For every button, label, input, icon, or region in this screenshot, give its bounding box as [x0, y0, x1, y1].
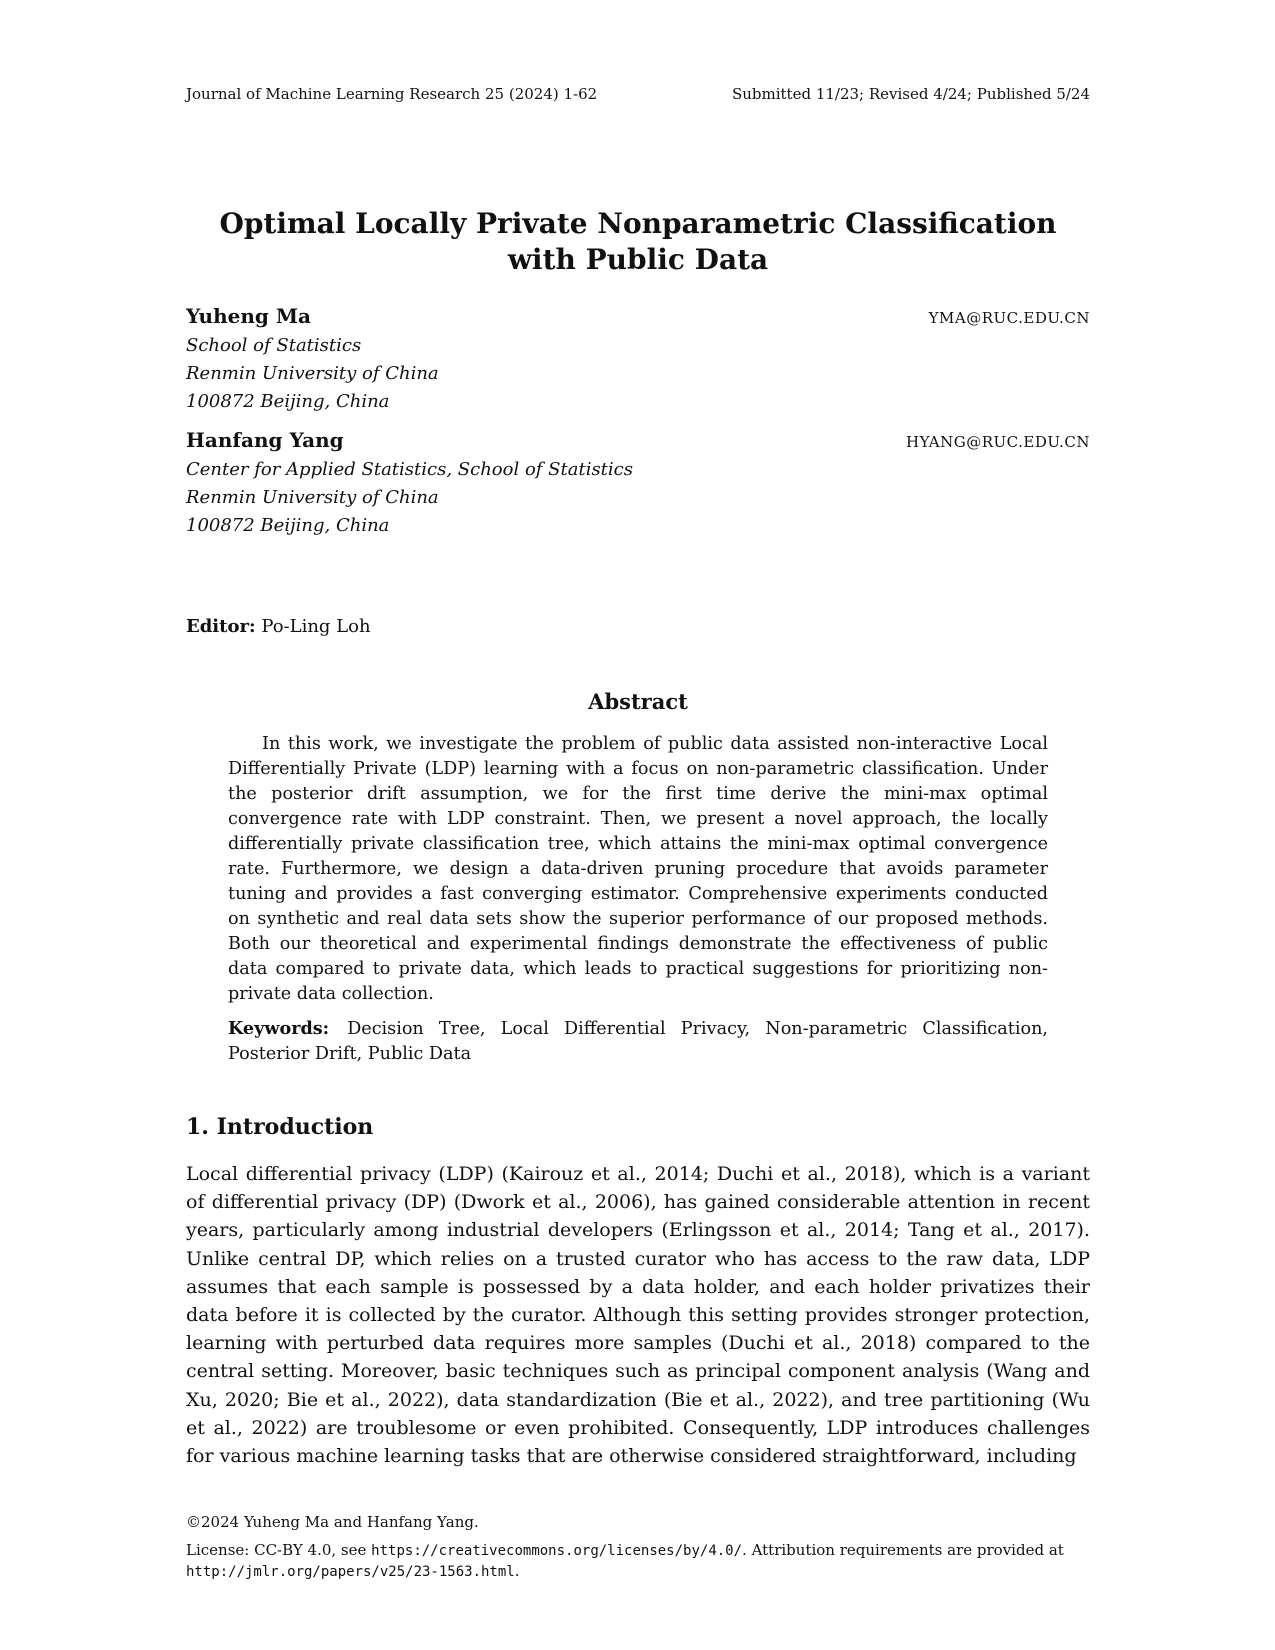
paper-link[interactable]: http://jmlr.org/papers/v25/23-1563.html — [186, 1564, 515, 1580]
keywords-list: Decision Tree, Local Differential Privacy, Non-parametric Classification, Posterior Drift, Public Data — [228, 1019, 1048, 1064]
introduction-text: Local differential privacy (LDP) (Kairouz et al., 2014; Duchi et al., 2018), which is a variant of differential privacy (DP) (Dwork et al., 2006), has gained considerable attention in recent years, particularly among industrial developers (Erlingsson et al., 2014; Tang et al., 2017). Unlike central DP, which relies on a trusted curator who has access to the raw data, LDP assumes that each sample is possessed by a data holder, and each holder privatizes their data before it is collected by the curator. Although this setting provides stronger protection, learning with perturbed data requires more samples (Duchi et al., 2018) compared to the central setting. Moreover, basic techniques such as principal component analysis (Wang and Xu, 2020; Bie et al., 2022), data standardization (Bie et al., 2022), and tree partitioning (Wu et al., 2022) are troublesome or even prohibited. Consequently, LDP introduces challenges for various machine learning tasks that are otherwise considered straightforward, including — [186, 1163, 1090, 1468]
author-name: Hanfang Yang — [186, 428, 344, 452]
copyright-notice: ©2024 Yuheng Ma and Hanfang Yang. — [186, 1513, 479, 1531]
title-line-2: with Public Data — [507, 243, 769, 276]
editor-name: Po-Ling Loh — [261, 616, 371, 637]
license-end: . — [514, 1562, 520, 1580]
author-affiliation-line: 100872 Beijing, China — [186, 391, 390, 412]
editor-line — [186, 614, 371, 640]
abstract-heading: Abstract — [588, 689, 688, 714]
author-affiliation-line: Center for Applied Statistics, School of Statistics — [186, 459, 633, 480]
running-head — [186, 84, 1090, 104]
author-email: HYANG@RUC.EDU.CN — [905, 433, 1090, 451]
license-prefix: License: CC-BY 4.0, see — [186, 1541, 367, 1559]
author-name: Yuheng Ma — [186, 304, 311, 328]
license-mid: . Attribution requirements are provided at — [742, 1541, 1064, 1559]
license-link[interactable]: https://creativecommons.org/licenses/by/4.0/ — [371, 1543, 743, 1559]
author-affiliation-line: Renmin University of China — [186, 363, 439, 384]
author-block-2 — [186, 428, 1090, 540]
keywords — [228, 1016, 1048, 1067]
submission-dates: Submitted 11/23; Revised 4/24; Published 5/24 — [731, 85, 1090, 103]
author-email: YMA@RUC.EDU.CN — [928, 309, 1090, 327]
author-block-1 — [186, 304, 1090, 416]
license-notice — [186, 1540, 1090, 1582]
editor-label: Editor: — [186, 616, 256, 637]
author-affiliation-line: 100872 Beijing, China — [186, 515, 390, 536]
abstract-text: In this work, we investigate the problem of public data assisted non-interactive Local Differentially Private (LDP) learning with a focus on non-parametric classification. Under the posterior drift assumption, we for the first time derive the mini-max optimal convergence rate with LDP constraint. Then, we present a novel approach, the locally differentially private classification tree, which attains the mini-max optimal convergence rate. Furthermore, we design a data-driven pruning procedure that avoids parameter tuning and provides a fast converging estimator. Comprehensive experiments conducted on synthetic and real data sets show the superior performance of our proposed methods. Both our theoretical and experimental findings demonstrate the effectiveness of public data compared to private data, which leads to practical suggestions for prioritizing non-private data collection. — [228, 734, 1048, 1004]
section-heading: 1. Introduction — [186, 1114, 374, 1140]
keywords-label: Keywords: — [228, 1018, 330, 1039]
author-affiliation-line: School of Statistics — [186, 335, 362, 356]
paper-page — [186, 0, 1090, 1650]
paper-title — [186, 206, 1090, 278]
title-line-1: Optimal Locally Private Nonparametric Classification — [219, 207, 1057, 240]
journal-citation: Journal of Machine Learning Research 25 (2024) 1-62 — [186, 85, 598, 103]
author-affiliation-line: Renmin University of China — [186, 487, 439, 508]
